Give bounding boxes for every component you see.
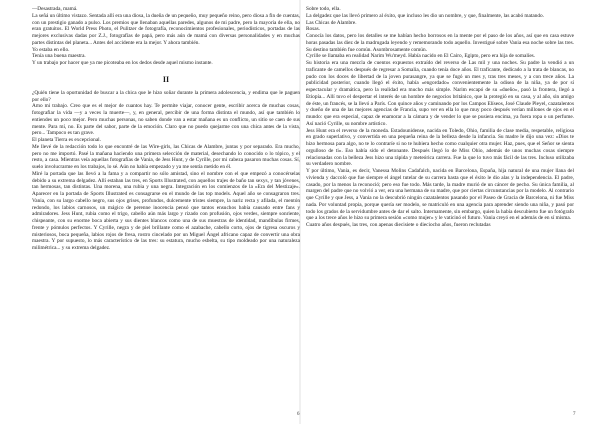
paragraph: Conocía los datos, pero los detalles se me habían hecho borrosos en la mente por el paso de los años, así que en casa estuve horas pasadas las diez de la madrugada leyendo y rememorando todo aquello. Investigué sobre Vania esa noche sobre las tres. Su destino también fue común. Asombrosamente común. <box>306 33 574 53</box>
paragraph: Miré la portada que las llevó a la fama y a compartir no sólo amistad, sino el nombre con el que empezó a conocérselas debido a su extrema delgadez. Allí estaban las tres, en Sports Illustrated, con aquellos trajes de baño tan sexys, y tan jóvenes, tan hermosas, tan distintas. Una morena, una rubia y una negra. Integración en los comienzos de la «Era del Mestizaje». Aparecer en la portada de Sports Illustrated es consagrarse en el mundo de las top models. Aquel año se consagraron tres. Vania, con su largo cabello negro, sus ojos grises, profundos, dulcemente tristes siempre, la nariz recta y afilada, el mentón redondo, los labios carnosos, un mágico de perenne inocencia pensó que tantos ensuchos babía causado entre fans y admiradores. Jess Hunt, rubia como el trigo, cabello aún más largo y rizado con profusión, ojos verdes, siempre sonriente, chispeante, con su enorme boca abierta y sus dientes blancos como una de sus muestras de identidad, mandíbulas firmes, frente y pómulos perfectos. Y Cyrille, negra y de piel brillante como el azabache, cabello corto, ojos de tigresa oscuros y misteriosos, boca pequeña, labios rojos de fresa, rostro cincelado por un Miguel Ángel africano capaz de convertir una obra maestra. Y por supuesto, lo más característico de las tres: su estatura, mucho esbelta, su tipo moldeado por una naturaleza milimétrica... y su extrema delgadez. <box>32 170 300 251</box>
paragraph: El planeta Tierra es excepcional. <box>32 137 101 143</box>
right-page <box>306 6 574 410</box>
paragraph: ¿Quién tiene la oportunidad de buscar a la chica que le hizo soñar durante la primera adolescencia, y endima que le paguen por ello? <box>32 89 300 103</box>
paragraph: Y un trabajo por hacer que ya me picoteaba en los dedos desde aquel mismo instante. <box>32 60 213 66</box>
left-page-bottom-text <box>32 90 300 252</box>
paragraph: Rosas. <box>306 26 320 33</box>
paragraph: —Desastrada, mamá. <box>32 6 78 12</box>
paragraph: Su historia era una mezcla de cuentos expuestos extraído del reverso de Las mil y una noches. Su padre la vendió a un traficante de camellos después de regresar a Somalia, cuando tenía doce años. El traficante, dedicado a la trata de blancas, no pudo con los doces de libertad de la joven purasangre, ya que se fugó un mes y, tras tres meses, y a con trece años. La publicidad posterior, cuando llegó el éxito, había «engordado» convenientemente la odisea de la niña, ya de por sí espectacular y dramática, pero la realidad era mucho más simple. Narim escapó de su «dueño», pasó la frontera, llegó a Etiopía... Allí tuvo el despertar el interés de un hombre de negocios británico, que la protegió en su casa, y al año, sin amigo de éste, un francés, se la llevó a París. Con quince años y caminando por los Campos Elíseos, José Claude Pleyel, cazatalentos y dueño de una de las mejores agencias de Francia, supo ver en ella lo que muy poco después verían millones de ojos en el mundo: que era especial, capaz de enamorar a la cámara y de vender lo que se pusiera encima, ya fuera ropa o un perfume. Así nació Cyrille, su nombre artístico. <box>306 60 574 127</box>
paragraph: Cyrille se llamaba en realidad Narim Wu'meyd. Había nacido en El Cairo, Egipto, pero era hija de somalíes. <box>306 53 536 60</box>
paragraph: La señá un último vistazo. Sentada allí era una diosa, la dueña de un pequeño, muy pequeño reino, pero diosa a fin de cuentas, con un prestigio ganado a pulso. Los premios que llenaban aquellas paredes, algunos de mi padre, pero la mayoría de ella, no eran gratuitos. El World Press Photo, el Pulitzer de fotografía, reconocimientos profesionales, periodísticos, portadas de las mejores exclusivas dadas por Z.J., fotografías de papá, pero más aún de mamá con diversas personalidades y en muchas partes distintas del planeta... Antes del accidente era la mejor. Y ahora también. <box>32 12 300 46</box>
paragraph: Me llevé de la redacción todo lo que encontré de las Wire-girls, las Chicas de Alambre, juntas y por separado. Era mucho, pero no me importó. Pasé la mañana haciendo una primera selección de material, desechando lo conocido o lo tópico, y el resto, a casa. Mientras veía aquellas fotografías de Vania, de Jess Hunt, y de Cyrille, por mi cabeza pasaron muchas cosas. Sí, suelo involucrarme en los trabajos, lo sé. Aún no había empezado y ya me sentía metido en él. <box>32 143 300 170</box>
paragraph: Y por último, Vania, es decir, Vanessa Molins Cadafalch, nacida en Barcelona, España, hija natural de una mujer llana del vivienda y daccoló que fue siempre el ángel tutelar de su carrera hasta que el éxito le dio alas y la independencia. El padre, casado, por la menos la reconoció; pero eso fue todo. Más tarde, la madre murió de un cáncer de pecho. Su única familia, al margen del padre que no volvió a ver, era una hermana de su madre, que por ciertas circunstancias por la modelo. Al contrario que Cyrille y que Jess, a Vania no la descubrió ningún cazatalentos pasando por el Paseo de Gracia de Barcelona, ni fue Miss nada. Por voluntad propia, porque quería ser modelo, se matriculó en una agencia para aprender siendo una niña, y pasó por todo los grados de la servidumbre antes de dar el salto. Internamente, sin embargo, quien la había descubierto fue un fotógrafo que a los trece años le hizo su primera sesión «como mujer» y le vaticinó el futuro. Vania creyó en el además de en sí misma. <box>306 168 574 222</box>
paragraph: Amo mi trabajo. Creo que es el mejor de cuantos hay. Te permite viajar, conocer gente, escribir acerca de muchas cosas, fotografiar la vida —y a veces la muerte—, y, en general, percibir de una forma distinta el mundo, así que también lo entiendes un poco mejor. Pero muchas personas, no saben donde van a estar mañana es un conflicto, un sitio se caen de sus mente. Para mí, no. Es parte del sabor, parte de la emoción. Claro que no puedo quejarme con una chica antes de la vista, pero... Tampoco es tan grave. <box>32 103 300 137</box>
paragraph: Las Chicas de Alambre. <box>306 19 357 26</box>
left-page <box>32 6 300 410</box>
paragraph: Jess Hunt era el reverso de la moneda. Estadounidense, nacida en Toledo, Ohio, familia de clase media, respetable, religiosa en grado superlativo, y convertida en una pequeña reina de la belleza desde la infancia. Su madre le dijo una vez: «Dios te hizo hermosa para algo, no te lo contraríe si no te hubiera hecho como cualquier otra mujer. Haz, pues, que el Señor se sienta orgulloso de ti». Eso había sido el detonante. Después llegó lo de Miss Ohio, además de unos muchas cosas siempre relacionadas con la belleza Jess hizo una rápida y meteórica carrera. Fue la que lo tuvo más fácil de las tres. Incluso utilizaba su verdadero nombre. <box>306 127 574 168</box>
left-page-top-text <box>32 6 300 67</box>
page-number-left: 6 <box>297 412 300 417</box>
paragraph: Cuatro años después, las tres, con apenas diecisiete o dieciocho años, fueron reclutadas <box>306 222 491 228</box>
chapter-heading: II <box>162 74 170 84</box>
paragraph: La delgadez que las llevó primero al éxito, que incluso les dio un nombre, y que, finalmente, las acabó matando. <box>306 12 544 19</box>
paragraph: Sobre todo, ella. <box>306 6 341 12</box>
paragraph: Tenía una buena maestra. <box>32 53 86 60</box>
page-number-right: 7 <box>573 412 576 417</box>
paragraph: Yo estaba en ello. <box>32 46 70 53</box>
